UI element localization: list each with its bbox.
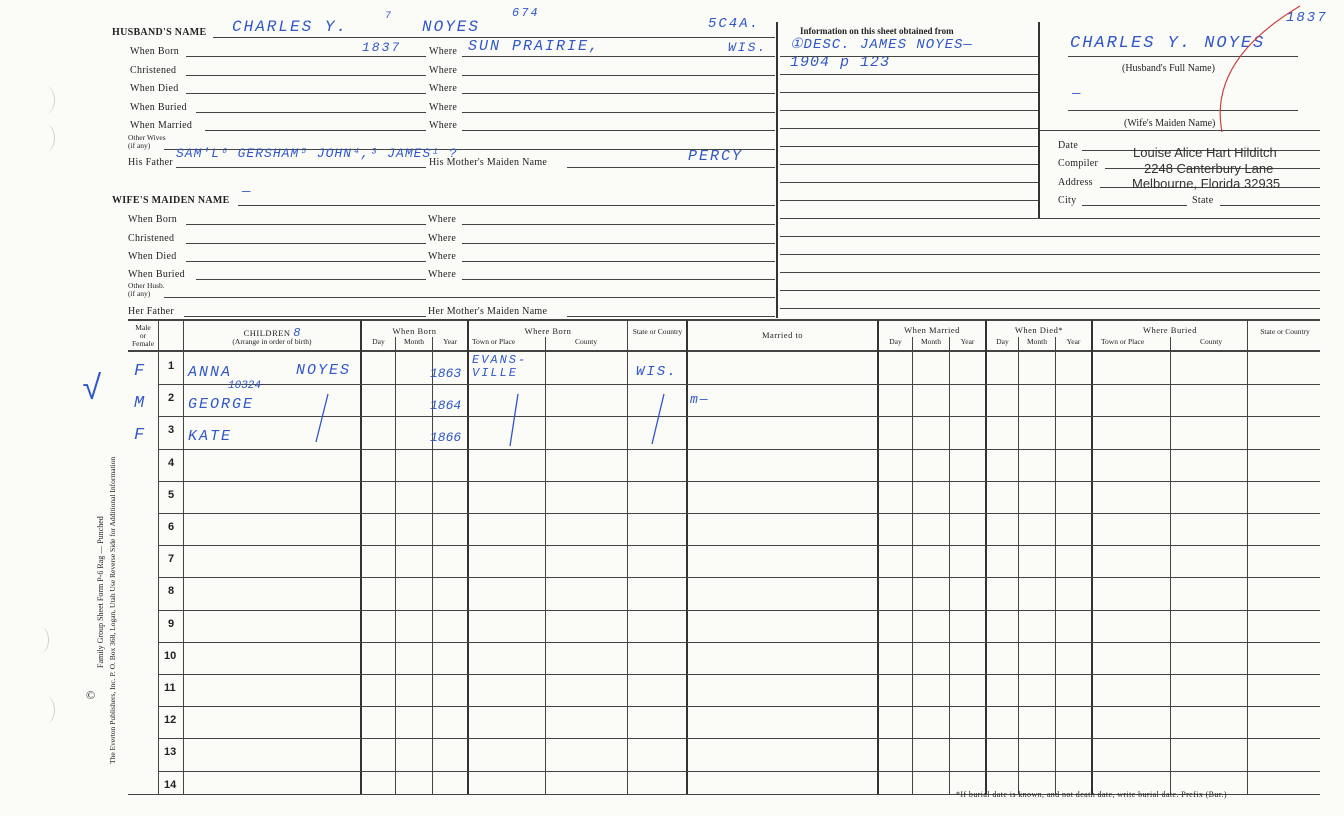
ditto-mark: [300, 390, 340, 450]
source-line-2: 1904 p 123: [790, 54, 891, 71]
husband-code: 5C4A.: [708, 16, 761, 32]
row-divider: [158, 545, 1320, 546]
where-label: Where: [428, 251, 457, 262]
town-header: Town or Place: [1101, 337, 1145, 346]
child-birth-town: EVANS- VILLE: [472, 353, 528, 380]
child-row-number: 10: [164, 650, 177, 662]
husband-given-name: CHARLES Y.: [232, 18, 349, 36]
punch-hole: [36, 86, 55, 114]
year-header: Year: [1066, 337, 1081, 346]
city-label: City: [1058, 195, 1077, 206]
child-married-to: m—: [690, 392, 710, 407]
punch-hole: [36, 124, 55, 152]
row-divider: [158, 771, 1320, 772]
child-name-sup: 10324: [228, 380, 262, 392]
child-row-number: 14: [164, 779, 177, 791]
row-divider: [158, 610, 1320, 611]
husband-born-place: SUN PRAIRIE,: [468, 38, 601, 55]
address-label: Address: [1058, 177, 1093, 188]
children-header: CHILDREN 8: [243, 326, 301, 340]
child-birth-state: WIS.: [636, 364, 678, 380]
where-born-header: Where Born: [524, 326, 572, 336]
his-father-value: SAM'L⁶ GERSHAM⁵ JOHN⁴,³ JAMES¹ ?: [176, 146, 458, 161]
state-label: State: [1192, 195, 1214, 206]
sex-header: Male or Female: [131, 323, 155, 348]
where-label: Where: [429, 120, 458, 131]
her-mother-label: Her Mother's Maiden Name: [428, 306, 548, 317]
footer-note: *If burial date is known, and not death date, write burial date. Prefix (Bur.): [956, 790, 1227, 799]
state-country-header: State or Country: [1260, 327, 1310, 336]
child-row-number: 8: [168, 585, 175, 597]
his-father-label: His Father: [128, 157, 173, 168]
where-label: Where: [429, 102, 458, 113]
month-header: Month: [1026, 337, 1047, 346]
punch-hole: [30, 626, 49, 654]
row-divider: [158, 706, 1320, 707]
source-line-1: ①DESC. JAMES NOYES—: [790, 37, 973, 53]
child-row-number: 4: [168, 457, 175, 469]
child-row-number: 11: [164, 682, 176, 694]
county-header: County: [575, 337, 598, 346]
when-born-header: When Born: [392, 326, 437, 336]
summary-husband-name: CHARLES Y. NOYES: [1070, 34, 1266, 53]
compiler-name: Louise Alice Hart Hilditch: [1133, 145, 1277, 160]
ditto-mark: [500, 390, 530, 452]
compiler-street: 2248 Canterbury Lane: [1144, 161, 1274, 176]
child-sex: M: [134, 394, 147, 413]
where-buried-header: Where Buried: [1143, 325, 1197, 335]
year-header: Year: [960, 337, 975, 346]
day-header: Day: [996, 337, 1009, 346]
husband-born-state: WIS.: [728, 40, 768, 55]
child-row-number: 5: [168, 489, 175, 501]
ditto-mark: [640, 390, 670, 450]
husband-died-label: When Died: [130, 83, 179, 94]
row-divider: [158, 384, 1320, 385]
child-row-number: 6: [168, 521, 175, 533]
her-father-label: Her Father: [128, 306, 175, 317]
red-pencil-mark: [1200, 0, 1310, 140]
year-header: Year: [443, 337, 457, 346]
county-header: County: [1200, 337, 1223, 346]
husband-full-name-label: (Husband's Full Name): [1122, 63, 1215, 74]
row-divider: [158, 738, 1320, 739]
child-row-number: 13: [164, 746, 177, 758]
day-header: Day: [889, 337, 902, 346]
where-label: Where: [428, 233, 457, 244]
town-header: Town or Place: [472, 337, 516, 346]
publisher-side: The Everton Publishers, Inc. P. O. Box 368, Logan, Utah Use Reverse Side for Additional Information: [108, 456, 117, 764]
row-divider: [158, 513, 1320, 514]
punch-hole: [36, 696, 55, 724]
date-label: Date: [1058, 140, 1079, 151]
child-row-number: 9: [168, 618, 175, 630]
wife-buried-label: When Buried: [128, 269, 185, 280]
child-name: GEORGE: [188, 396, 255, 413]
children-count: 8: [293, 326, 301, 340]
where-label: Where: [428, 214, 457, 225]
when-married-header: When Married: [904, 325, 960, 335]
day-header: Day: [372, 337, 385, 346]
child-birth-year: 1866: [430, 430, 462, 445]
compiler-label: Compiler: [1058, 158, 1099, 169]
row-divider: [158, 674, 1320, 675]
copyright-symbol: ©: [86, 688, 96, 702]
child-surname: NOYES: [296, 362, 352, 379]
wife-died-label: When Died: [128, 251, 177, 262]
state-country-header: State or Country: [632, 327, 683, 336]
checkmark: √: [82, 372, 105, 410]
wife-maiden-name-label: (Wife's Maiden Name): [1124, 118, 1216, 129]
row-divider: [158, 642, 1320, 643]
other-wives-label: Other Wives (if any): [128, 133, 166, 150]
wife-christened-label: Christened: [128, 233, 175, 244]
child-name: ANNA: [188, 364, 233, 381]
source-label: Information on this sheet obtained from: [800, 26, 954, 36]
children-subheader: (Arrange in order of birth): [232, 337, 312, 346]
child-sex: F: [134, 426, 147, 445]
other-husb-label: Other Husb. (if any): [128, 281, 165, 298]
summary-year: 1837: [1286, 10, 1328, 26]
row-divider: [158, 481, 1320, 482]
wife-name-label: WIFE'S MAIDEN NAME: [112, 195, 230, 206]
child-row-number: 12: [164, 714, 177, 726]
compiler-city: Melbourne, Florida 32935: [1132, 176, 1281, 191]
when-died-header: When Died*: [1014, 325, 1064, 335]
his-mother-label: His Mother's Maiden Name: [429, 157, 548, 168]
where-label: Where: [428, 269, 457, 280]
month-header: Month: [403, 337, 424, 346]
husband-surname: NOYES: [422, 18, 481, 36]
husband-name-label: HUSBAND'S NAME: [112, 27, 207, 38]
husband-buried-label: When Buried: [130, 102, 187, 113]
where-label: Where: [429, 65, 458, 76]
child-row-number: 3: [168, 424, 175, 436]
wife-name-value: —: [242, 184, 253, 200]
husband-born-year: 1837: [362, 40, 402, 55]
where-label: Where: [429, 46, 458, 57]
husband-married-label: When Married: [130, 120, 193, 131]
wife-born-label: When Born: [128, 214, 178, 225]
month-header: Month: [920, 337, 941, 346]
child-birth-year: 1864: [430, 398, 462, 413]
his-mother-value: PERCY: [688, 148, 744, 165]
husband-christened-label: Christened: [130, 65, 177, 76]
married-to-header: Married to: [761, 330, 804, 340]
row-divider: [158, 577, 1320, 578]
husband-born-label: When Born: [130, 46, 180, 57]
child-row-number: 2: [168, 392, 175, 404]
husband-surname-sup: 674: [512, 6, 540, 20]
child-row-number: 7: [168, 553, 175, 565]
child-name: KATE: [188, 428, 233, 445]
child-birth-year: 1863: [430, 366, 462, 381]
where-label: Where: [429, 83, 458, 94]
child-sex: F: [134, 362, 147, 381]
child-row-number: 1: [168, 360, 175, 372]
husband-name-sup: 7: [385, 11, 394, 22]
summary-wife-name: —: [1072, 86, 1083, 102]
form-title-side: Family Group Sheet Form P-6 Rag — Punched: [96, 516, 105, 668]
